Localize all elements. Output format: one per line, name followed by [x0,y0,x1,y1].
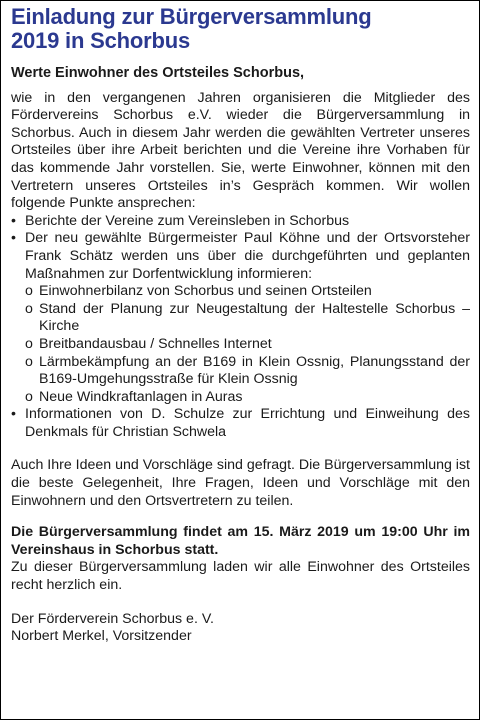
notice-title [11,5,470,53]
mayor-report-sublist [25,283,470,406]
sub-item-broadband [25,336,470,354]
sub-item-text: Einwohnerbilanz von Schorbus und seinen Ortsteilen [39,283,372,300]
title-line-2: 2019 in Schorbus [11,28,190,53]
intro-paragraph: wie in den vergangenen Jahren organisieren die Mitglieder des Fördervereins Schorbus e.V. wieder die Bürgerversammlung in Schorbus. Auch in diesem Jahr werden die gewählten Vertreter unseres Ortsteiles über ihre Arbeit berichten und die Vereine ihre Vorhaben für das kommende Jahr vorstellen. Sie, werte Einwohner, können mit den Vertretern unseres Ortsteiles in’s Gespräch kommen. Wir wollen folgende Punkte ansprechen: [11,89,470,212]
agenda-item-text: Der neu gewählte Bürgermeister Paul Köhne und der Ortsvorsteher Frank Schätz werden uns über die durchgeführten und geplanten Maßnahmen zur Dorfentwicklung informieren: [25,230,470,282]
sub-mark: o [25,388,33,405]
signature-person: Norbert Merkel, Vorsitzender [11,628,192,645]
sub-item-text: Lärmbekämpfung an der B169 in Klein Ossnig, Planungsstand der B169-Umgehungsstraße für Klein Ossnig [39,353,470,388]
sub-item-population [25,283,470,301]
bullet-mark: • [11,212,16,229]
signature-block [11,611,470,646]
agenda-list [11,213,470,442]
sub-item-text: Neue Windkraftanlagen in Auras [39,388,243,405]
greeting: Werte Einwohner des Ortsteiles Schorbus, [11,65,305,81]
sub-item-text: Stand der Planung zur Neugestaltung der Haltestelle Schorbus – Kirche [39,300,470,335]
agenda-item-text: Informationen von D. Schulze zur Errichtung und Einweihung des Denkmals für Christian Schwela [25,406,470,440]
invite-paragraph: Zu dieser Bürgerversammlung laden wir alle Einwohner des Ortsteiles recht herzlich ein. [11,559,470,594]
event-announcement: Die Bürgerversammlung findet am 15. März 2019 um 19:00 Uhr im Vereinshaus in Schorbus statt. [11,524,470,558]
title-line-1: Einladung zur Bürgerversammlung [11,4,372,29]
sub-mark: o [25,300,33,317]
ideas-paragraph: Auch Ihre Ideen und Vorschläge sind gefragt. Die Bürgerversammlung ist die beste Gelegenheit, Ihre Fragen, Ideen und Vorschläge mit den Einwohnern und den Ortsvertretern zu teilen. [11,457,470,509]
sub-mark: o [25,335,33,352]
signature-organization: Der Förderverein Schorbus e. V. [11,610,214,627]
agenda-item-text: Berichte der Vereine zum Vereinsleben in Schorbus [25,212,350,229]
sub-mark: o [25,283,33,300]
agenda-item-associations [11,213,470,231]
sub-item-wind-turbines [25,389,470,407]
sub-item-text: Breitbandausbau / Schnelles Internet [39,335,272,352]
bullet-mark: • [11,230,16,247]
agenda-item-mayor-report [11,230,470,406]
bullet-mark: • [11,406,16,423]
agenda-item-monument [11,406,470,441]
sub-mark: o [25,353,33,370]
sub-item-noise-control [25,354,470,389]
sub-item-bus-stop [25,301,470,336]
